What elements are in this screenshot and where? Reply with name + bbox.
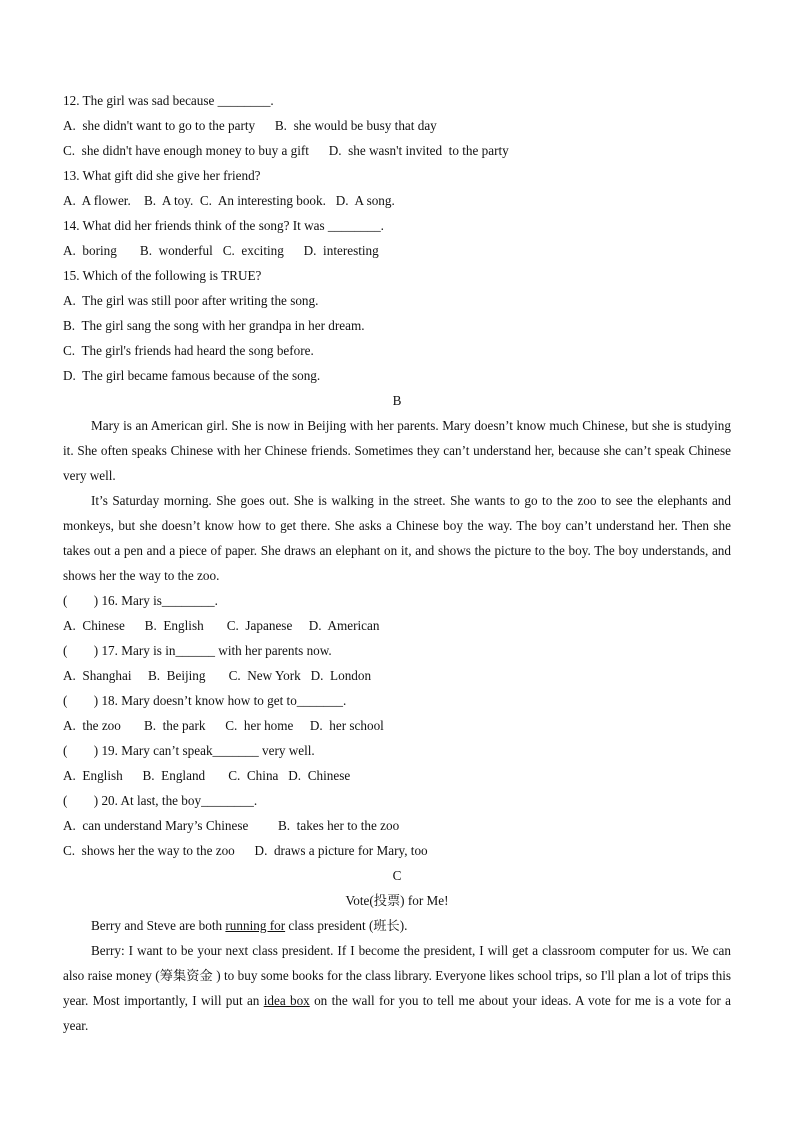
passage-c-berry-speech [63, 938, 731, 1038]
berry-text-end: on the wall for you to tell me about your ideas. A vote for me is a vote for a year. [63, 993, 731, 1033]
passage-c-title: Vote(投票) for Me! [345, 893, 449, 908]
question-12-options-cd: C. she didn't have enough money to buy a gift D. she wasn't invited to the party [63, 143, 509, 158]
question-12-options-ab: A. she didn't want to go to the party B. she would be busy that day [63, 118, 437, 133]
berry-text-start: Berry: I want to be your next class president. If I become the president, I will get a classroom computer for us. We can also raise money (筹集资金 ) to buy some books for the class library. Everyone likes school trips, so I'll plan a lot of trips this year. Most importantly, I will put an [63, 943, 731, 1008]
question-20-options-ab: A. can understand Mary’s Chinese B. takes her to the zoo [63, 818, 400, 833]
question-20: ( ) 20. At last, the boy________. [63, 793, 258, 808]
question-13-options: A. A flower. B. A toy. C. An interesting book. D. A song. [63, 193, 395, 208]
question-15-option-b: B. The girl sang the song with her grandpa in her dream. [63, 318, 365, 333]
question-15: 15. Which of the following is TRUE? [63, 268, 262, 283]
intro-text-start: Berry and Steve are both [91, 918, 226, 933]
question-15-option-a: A. The girl was still poor after writing the song. [63, 293, 319, 308]
question-15-option-c: C. The girl's friends had heard the song before. [63, 343, 314, 358]
question-16: ( ) 16. Mary is________. [63, 593, 218, 608]
question-12: 12. The girl was sad because ________. [63, 93, 274, 108]
question-16-options: A. Chinese B. English C. Japanese D. American [63, 618, 380, 633]
question-14: 14. What did her friends think of the song? It was ________. [63, 218, 384, 233]
passage-b-paragraph-2: It’s Saturday morning. She goes out. She is walking in the street. She wants to go to the zoo to see the elephants and monkeys, but she doesn’t know how to get there. She asks a Chinese boy the way. The boy can’t understand her. Then she takes out a pen and a piece of paper. She draws an elephant on it, and shows the picture to the boy. The boy understands, and shows her the way to the zoo. [63, 493, 731, 583]
section-b-heading: B [392, 393, 402, 408]
intro-text-end: class president (班长). [285, 918, 408, 933]
passage-b-paragraph-1: Mary is an American girl. She is now in Beijing with her parents. Mary doesn’t know much Chinese, but she is studying it. She often speaks Chinese with her Chinese friends. Sometimes they can’t understand her, because she can’t speak Chinese very well. [63, 418, 731, 483]
document-content [63, 88, 731, 1038]
question-19-options: A. English B. England C. China D. Chinese [63, 768, 351, 783]
underlined-phrase-idea-box: idea box [263, 993, 310, 1008]
question-18: ( ) 18. Mary doesn’t know how to get to_______. [63, 693, 347, 708]
question-19: ( ) 19. Mary can’t speak_______ very well. [63, 743, 315, 758]
question-14-options: A. boring B. wonderful C. exciting D. interesting [63, 243, 379, 258]
passage-c-intro [63, 913, 731, 938]
section-c-heading: C [392, 868, 402, 883]
question-18-options: A. the zoo B. the park C. her home D. her school [63, 718, 384, 733]
question-20-options-cd: C. shows her the way to the zoo D. draws a picture for Mary, too [63, 843, 428, 858]
question-17: ( ) 17. Mary is in______ with her parents now. [63, 643, 332, 658]
question-13: 13. What gift did she give her friend? [63, 168, 261, 183]
question-15-option-d: D. The girl became famous because of the song. [63, 368, 321, 383]
underlined-phrase-running-for: running for [225, 918, 286, 933]
question-17-options: A. Shanghai B. Beijing C. New York D. London [63, 668, 372, 683]
